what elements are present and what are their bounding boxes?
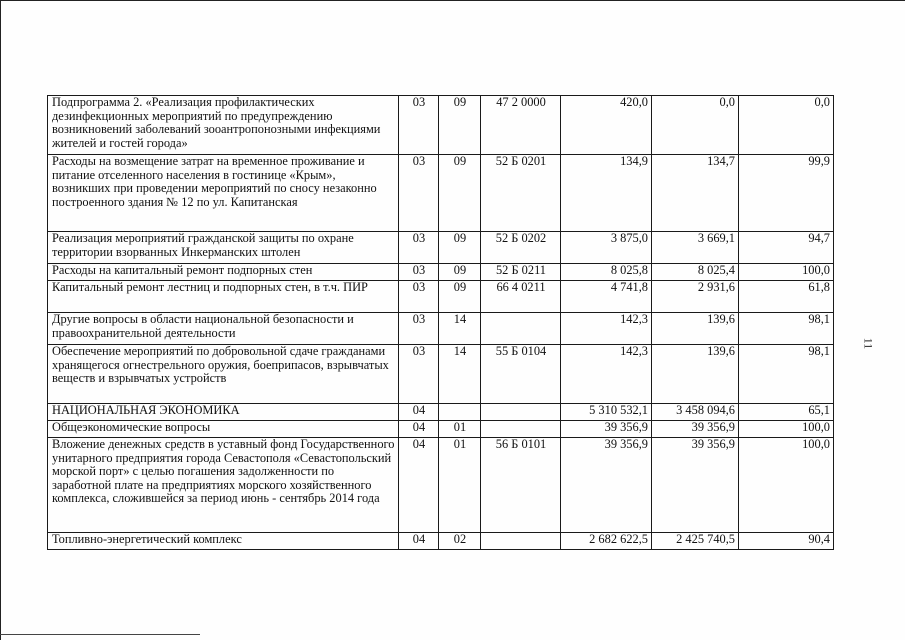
cell-name: Другие вопросы в области национальной безопасности и правоохранительной деятельности (48, 313, 399, 345)
scan-edge-top (0, 0, 905, 1)
cell-section: 04 (399, 421, 439, 438)
page-number: 11 (861, 337, 876, 350)
cell-percent: 99,9 (739, 155, 834, 232)
cell-planned: 8 025,8 (561, 264, 652, 281)
cell-percent: 0,0 (739, 96, 834, 155)
table-row (48, 404, 834, 421)
cell-percent: 100,0 (739, 421, 834, 438)
cell-name: Вложение денежных средств в уставный фонд Государственного унитарного предприятия города Севастополя «Севастопольский морской порт» с целью погашения задолженности по заработной плате на предприятиях морского хозяйственного комплекса, сложившейся за период июнь - сентябрь 2014 года (48, 438, 399, 533)
cell-section: 03 (399, 345, 439, 404)
cell-subsection: 09 (439, 232, 481, 264)
cell-executed: 2 931,6 (652, 281, 739, 313)
cell-subsection: 09 (439, 281, 481, 313)
cell-executed: 39 356,9 (652, 421, 739, 438)
cell-subsection: 02 (439, 533, 481, 550)
cell-subsection: 14 (439, 313, 481, 345)
table-row (48, 313, 834, 345)
cell-planned: 5 310 532,1 (561, 404, 652, 421)
cell-planned: 142,3 (561, 313, 652, 345)
cell-executed: 39 356,9 (652, 438, 739, 533)
table-row (48, 281, 834, 313)
table-row (48, 96, 834, 155)
cell-target-article (481, 404, 561, 421)
cell-section: 04 (399, 533, 439, 550)
cell-percent: 61,8 (739, 281, 834, 313)
cell-percent: 98,1 (739, 345, 834, 404)
cell-percent: 90,4 (739, 533, 834, 550)
cell-name: Расходы на капитальный ремонт подпорных стен (48, 264, 399, 281)
cell-target-article (481, 421, 561, 438)
cell-target-article (481, 533, 561, 550)
cell-subsection: 01 (439, 438, 481, 533)
scan-edge-bottom (0, 634, 200, 635)
cell-target-article: 55 Б 0104 (481, 345, 561, 404)
cell-section: 03 (399, 281, 439, 313)
cell-name: Расходы на возмещение затрат на временное проживание и питание отселенного населения в гостинице «Крым», возникших при проведении мероприятий по сносу незаконно построенного здания № 12 по ул. Капитанская (48, 155, 399, 232)
table-row (48, 264, 834, 281)
cell-name: Общеэкономические вопросы (48, 421, 399, 438)
cell-name: Реализация мероприятий гражданской защиты по охране территории взорванных Инкерманских штолен (48, 232, 399, 264)
cell-section: 03 (399, 313, 439, 345)
cell-planned: 4 741,8 (561, 281, 652, 313)
table-row (48, 232, 834, 264)
cell-executed: 0,0 (652, 96, 739, 155)
cell-name: Топливно-энергетический комплекс (48, 533, 399, 550)
scan-edge-left (0, 0, 1, 640)
cell-executed: 139,6 (652, 313, 739, 345)
cell-percent: 100,0 (739, 438, 834, 533)
cell-percent: 94,7 (739, 232, 834, 264)
cell-percent: 100,0 (739, 264, 834, 281)
cell-section: 03 (399, 155, 439, 232)
cell-target-article: 47 2 0000 (481, 96, 561, 155)
cell-executed: 3 458 094,6 (652, 404, 739, 421)
cell-planned: 3 875,0 (561, 232, 652, 264)
table-row (48, 155, 834, 232)
cell-planned: 2 682 622,5 (561, 533, 652, 550)
table-row (48, 533, 834, 550)
cell-executed: 139,6 (652, 345, 739, 404)
cell-section: 03 (399, 96, 439, 155)
cell-target-article (481, 313, 561, 345)
cell-executed: 8 025,4 (652, 264, 739, 281)
cell-subsection: 14 (439, 345, 481, 404)
table-row (48, 438, 834, 533)
cell-executed: 3 669,1 (652, 232, 739, 264)
cell-target-article: 52 Б 0201 (481, 155, 561, 232)
cell-planned: 134,9 (561, 155, 652, 232)
cell-planned: 420,0 (561, 96, 652, 155)
budget-table (47, 95, 834, 550)
cell-planned: 142,3 (561, 345, 652, 404)
table-row (48, 421, 834, 438)
cell-percent: 65,1 (739, 404, 834, 421)
cell-target-article: 66 4 0211 (481, 281, 561, 313)
cell-name: Подпрограмма 2. «Реализация профилактических дезинфекционных мероприятий по предупреждению возникновений заболеваний зооантропонозными инфекциями жителей и гостей города» (48, 96, 399, 155)
cell-planned: 39 356,9 (561, 421, 652, 438)
cell-executed: 134,7 (652, 155, 739, 232)
cell-subsection (439, 404, 481, 421)
cell-target-article: 52 Б 0211 (481, 264, 561, 281)
cell-executed: 2 425 740,5 (652, 533, 739, 550)
cell-name: Обеспечение мероприятий по добровольной сдаче гражданами хранящегося огнестрельного оружия, боеприпасов, взрывчатых веществ и взрывчатых устройств (48, 345, 399, 404)
cell-subsection: 09 (439, 264, 481, 281)
cell-subsection: 01 (439, 421, 481, 438)
cell-subsection: 09 (439, 155, 481, 232)
cell-section: 03 (399, 232, 439, 264)
cell-target-article: 56 Б 0101 (481, 438, 561, 533)
cell-planned: 39 356,9 (561, 438, 652, 533)
cell-name: НАЦИОНАЛЬНАЯ ЭКОНОМИКА (48, 404, 399, 421)
cell-subsection: 09 (439, 96, 481, 155)
cell-name: Капитальный ремонт лестниц и подпорных стен, в т.ч. ПИР (48, 281, 399, 313)
cell-section: 04 (399, 438, 439, 533)
cell-section: 03 (399, 264, 439, 281)
cell-target-article: 52 Б 0202 (481, 232, 561, 264)
table-row (48, 345, 834, 404)
table-body (48, 96, 834, 550)
cell-percent: 98,1 (739, 313, 834, 345)
cell-section: 04 (399, 404, 439, 421)
